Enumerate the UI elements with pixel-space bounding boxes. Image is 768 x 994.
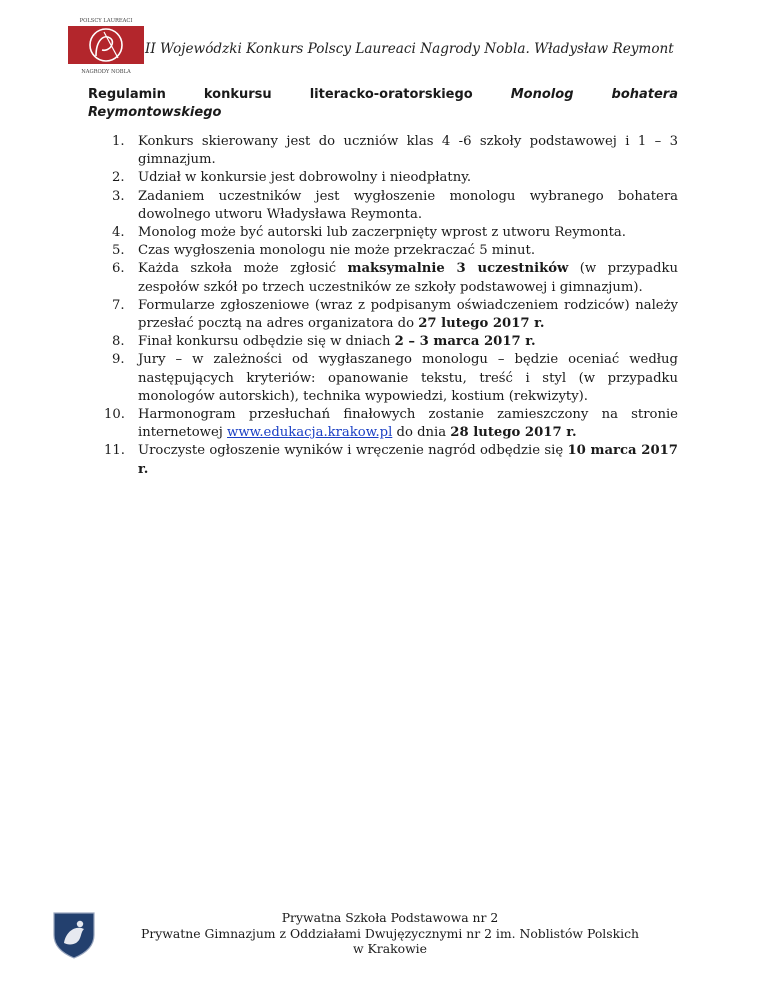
rule-number: 7.	[112, 297, 125, 313]
rule-text: Czas wygłoszenia monologu nie może przekraczać 5 minut.	[138, 243, 536, 259]
rule-text: Finał konkursu odbędzie się w dniach	[138, 334, 395, 350]
document-title	[88, 86, 678, 122]
rule-ceremony-date: 10 marca 2017 r.	[138, 443, 678, 477]
edukacja-link[interactable]: www.edukacja.krakow.pl	[227, 425, 393, 441]
footer-line: w Krakowie	[353, 941, 427, 956]
rule-item	[88, 188, 678, 224]
rule-deadline: 28 lutego 2017 r.	[450, 425, 577, 441]
rule-number: 1.	[112, 134, 125, 149]
rule-number: 3.	[112, 188, 125, 204]
rule-number: 2.	[112, 170, 125, 186]
rule-text: Formularze zgłoszeniowe (wraz z podpisanym oświadczeniem rodziców) należy przesłać pocztą na adres organizatora do	[138, 297, 678, 332]
title-word: Monolog	[510, 87, 574, 102]
rule-number: 4.	[112, 225, 125, 241]
title-word: Regulamin	[88, 87, 166, 102]
rule-text: Uroczyste ogłoszenie wyników i wręczenie nagród odbędzie się	[138, 443, 568, 459]
title-word: bohatera	[611, 87, 678, 102]
rule-text: Konkurs skierowany jest do uczniów klas 4 -6 szkoły podstawowej i 1 – 3 gimnazjum.	[138, 134, 678, 168]
rule-item	[88, 224, 678, 242]
title-word: konkursu	[203, 87, 272, 102]
rule-item	[88, 133, 678, 169]
rule-number: 8.	[112, 334, 125, 350]
footer-line: Prywatne Gimnazjum z Oddziałami Dwujęzycznymi nr 2 im. Noblistów Polskich	[140, 925, 639, 941]
rule-item	[88, 333, 678, 351]
rule-text: Udział w konkursie jest dobrowolny i nieodpłatny.	[138, 170, 472, 186]
rule-text: Harmonogram przesłuchań finałowych zostanie zamieszczony na stronie internetowej	[138, 407, 678, 441]
title-word: Reymontowskiego	[88, 105, 222, 120]
rule-item	[88, 297, 678, 333]
rule-item	[88, 406, 678, 442]
rules-list	[88, 133, 678, 479]
rule-emphasis: maksymalnie 3 uczestników	[347, 261, 569, 277]
rule-text: Jury – w zależności od wygłaszanego monologu – będzie oceniać według następujących kryteriów: opanowanie tekstu, treść i styl (w przypadku monologów autorskich), technika wypowiedzi, kostium (rekwizyty).	[138, 352, 678, 404]
logo-text-bottom: NAGRODY NOBLA	[81, 69, 131, 75]
rule-number: 10.	[104, 407, 125, 423]
rule-number: 5.	[112, 243, 125, 259]
rule-item	[88, 242, 678, 260]
rule-final-date: 2 – 3 marca 2017 r.	[394, 334, 536, 350]
rule-text: do dnia	[392, 425, 451, 441]
rule-text: (w przypadku zespołów szkół po trzech uczestników ze szkoły podstawowej i gimnazjum).	[138, 261, 678, 295]
rule-number: 9.	[112, 352, 125, 368]
header-title: II Wojewódzki Konkurs Polscy Laureaci Nagrody Nobla. Władysław Reymont	[145, 41, 674, 57]
rule-number: 6.	[112, 261, 125, 277]
rule-text: Zadaniem uczestników jest wygłoszenie monologu wybranego bohatera dowolnego utworu Władysława Reymonta.	[138, 188, 678, 222]
laureaci-logo	[66, 14, 146, 76]
school-crest-icon	[52, 909, 96, 959]
logo-text-top: POLSCY LAUREACI	[79, 18, 133, 24]
footer-school-info	[110, 910, 670, 957]
rule-item	[88, 351, 678, 406]
rule-item	[88, 442, 678, 478]
rule-text: Każda szkoła może zgłosić	[138, 261, 348, 277]
rule-item	[88, 169, 678, 187]
footer-line: Prywatna Szkoła Podstawowa nr 2	[281, 910, 499, 925]
rule-deadline: 27 lutego 2017 r.	[418, 316, 545, 332]
rule-number: 11.	[104, 443, 125, 459]
rule-text: Monolog może być autorski lub zaczerpnięty wprost z utworu Reymonta.	[138, 225, 626, 241]
rule-item	[88, 260, 678, 296]
title-word: literacko-oratorskiego	[309, 87, 473, 102]
